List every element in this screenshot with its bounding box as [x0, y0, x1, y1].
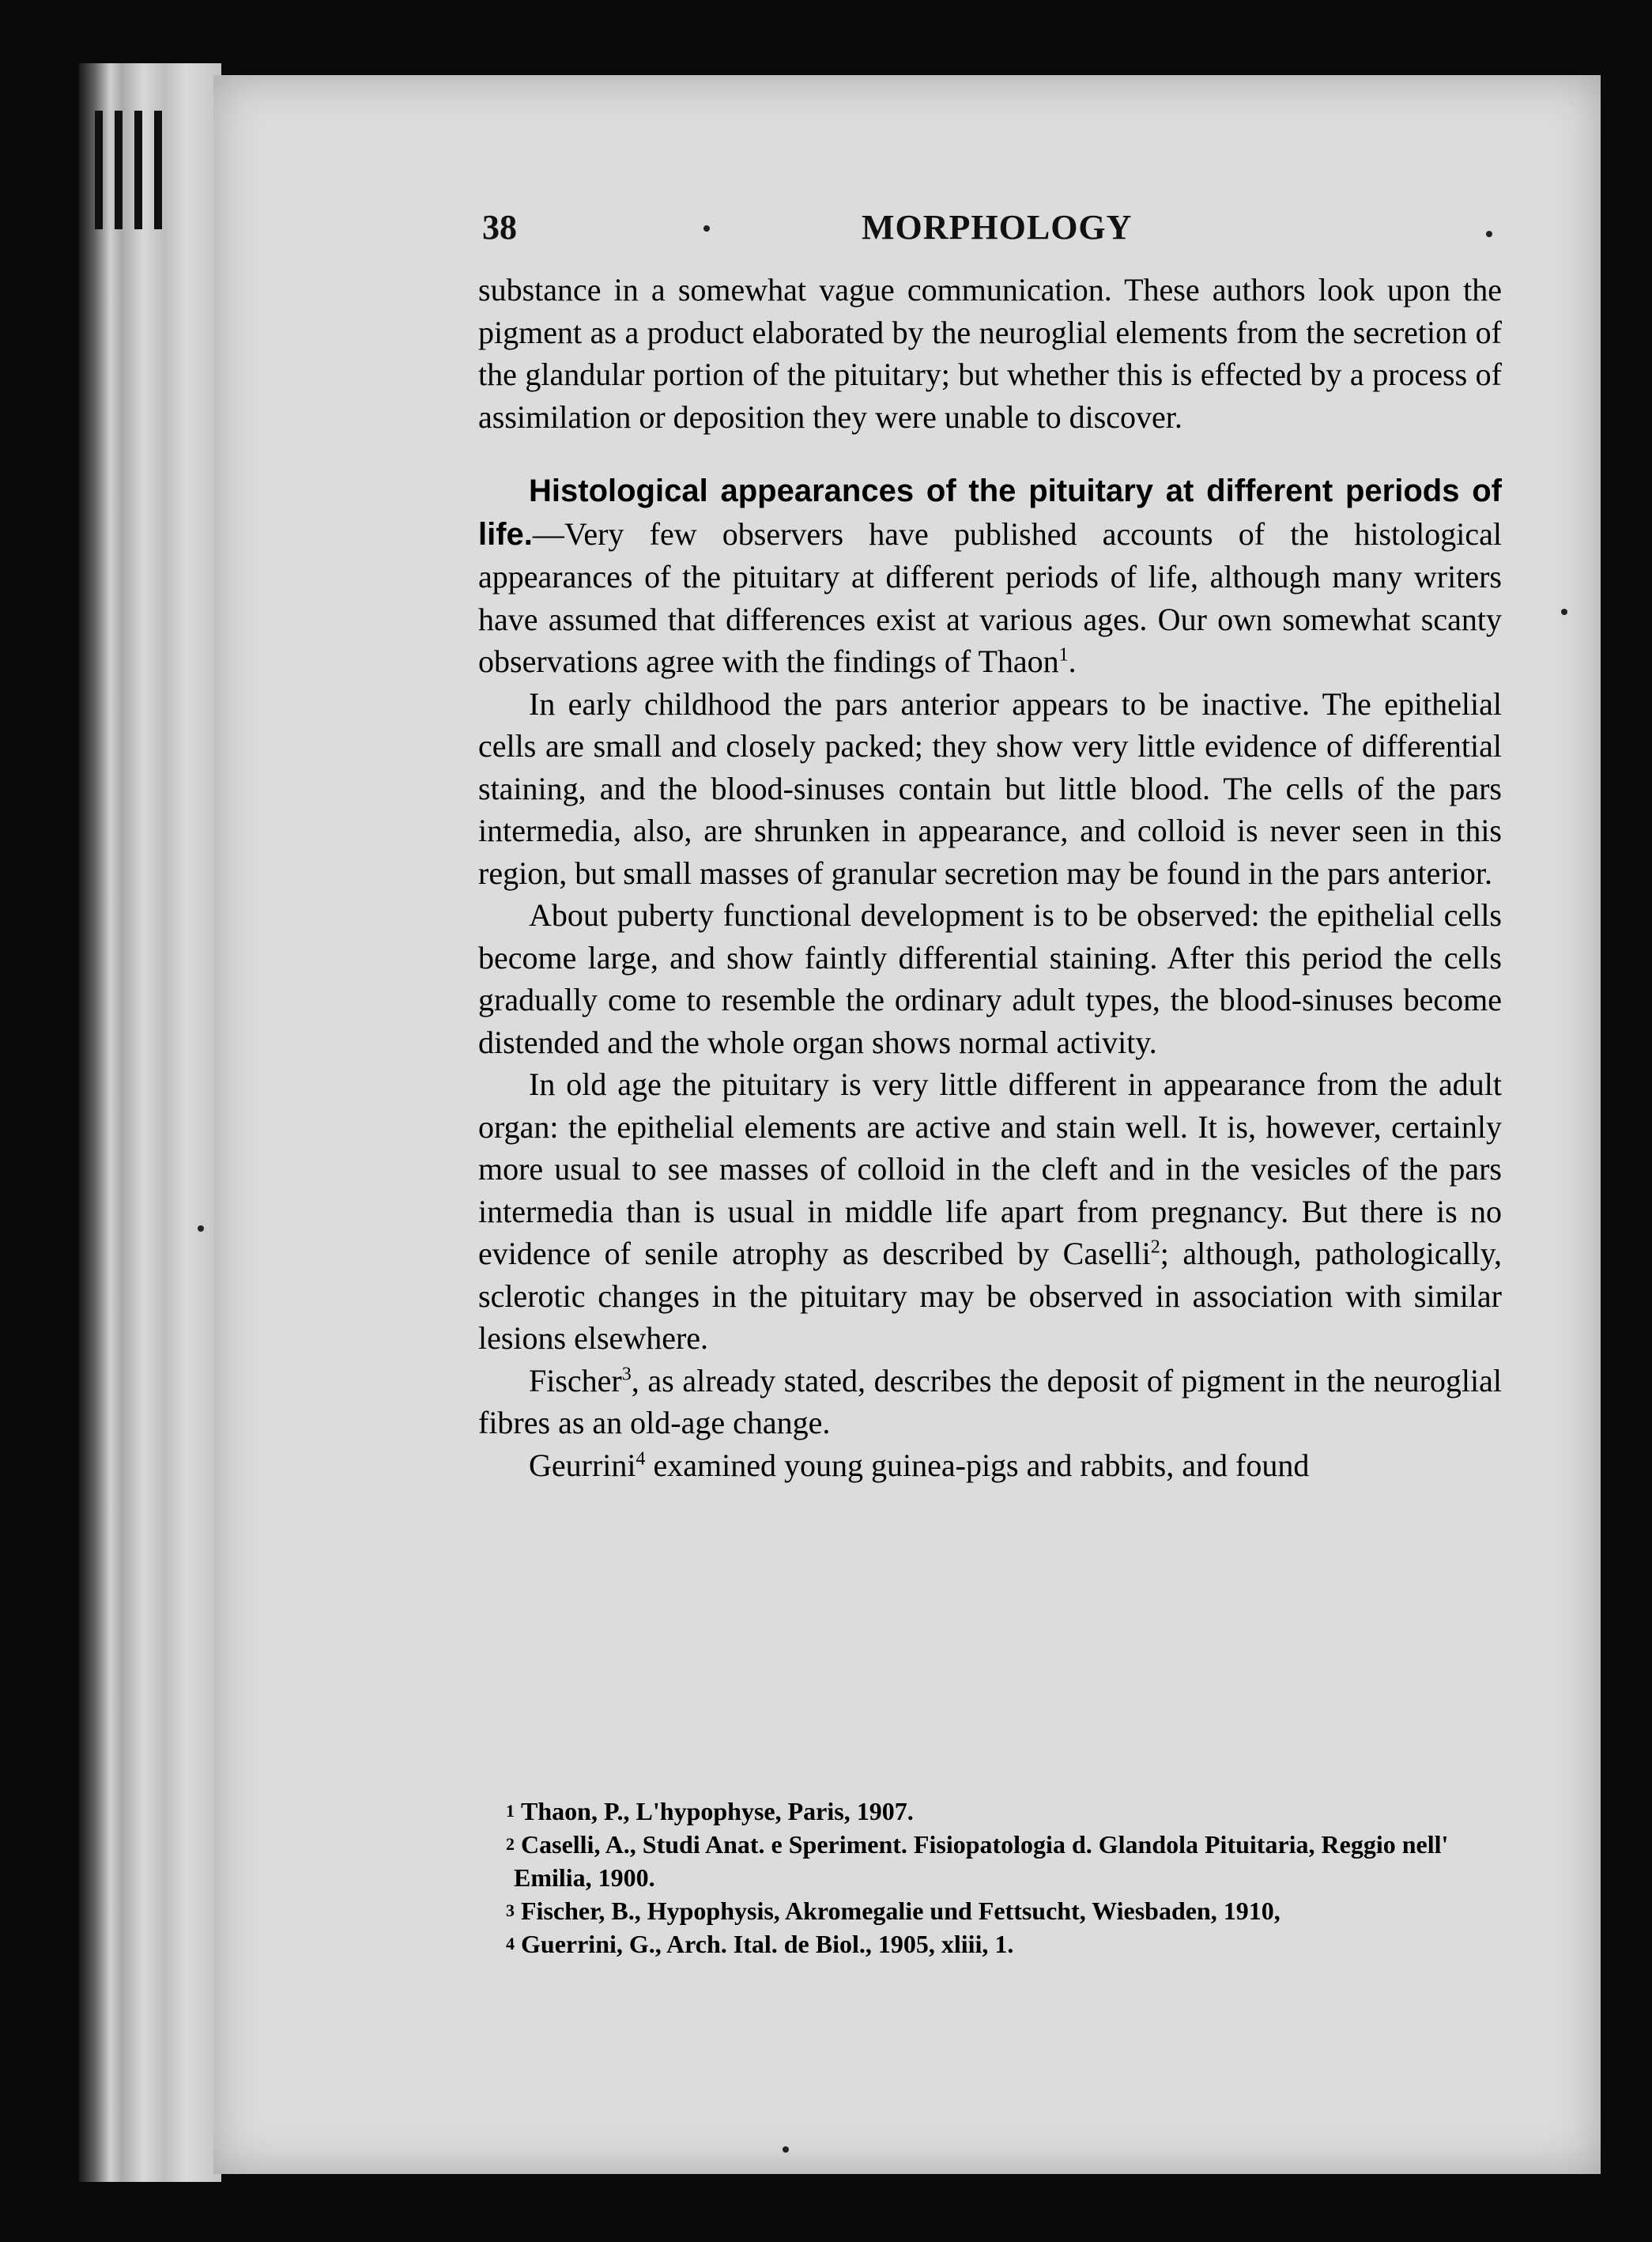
- footnote-3: [470, 1894, 1506, 1927]
- paragraph-3: In early childhood the pars anterior appears to be inactive. The epithelial cells are small and closely packed; they show very little evidence of differential staining, and the blood-sinuses contain but little blood. The cells of the pars intermedia, also, are shrunken in appearance, and colloid is never seen in this region, but small masses of granular secretion may be found in the pars anterior.: [478, 685, 1502, 891]
- footnote-text: Guerrini, G., Arch. Ital. de Biol., 1905, xliii, 1.: [521, 1930, 1014, 1958]
- page-number: 38: [482, 208, 517, 247]
- speck: [783, 2146, 789, 2153]
- paragraph-4: About puberty functional development is to be observed: the epithelial cells become large, and show faintly differential staining. After this period the cells gradually come to resemble the ordinary adult types, the blood-sinuses become distended and the whole organ shows normal activity.: [478, 897, 1502, 1060]
- footnotes: [470, 1795, 1506, 1961]
- footnote-text: Caselli, A., Studi Anat. e Speriment. Fisiopatologia d. Glandola Pituitaria, Reggio nell' Emilia, 1900.: [514, 1830, 1449, 1892]
- paragraph-7: [478, 1444, 1502, 1487]
- speck: [1561, 609, 1567, 615]
- book-spine-edge: [79, 63, 221, 2182]
- paragraph-6: [478, 1360, 1502, 1444]
- footnote-text: Thaon, P., L'hypophyse, Paris, 1907.: [521, 1797, 914, 1825]
- paragraph-2: [478, 470, 1502, 683]
- paragraph-1: substance in a somewhat vague communication. These authors look upon the pigment as a product elaborated by the neuroglial elements from the secretion of the glandular portion of the pituitary; but whether this is effected by a process of assimilation or deposition they were unable to discover.: [478, 272, 1502, 435]
- footnote-number: 2: [506, 1834, 515, 1854]
- footnote-number: 3: [506, 1900, 515, 1920]
- footnote-ref-3: 3: [621, 1364, 632, 1385]
- footnote-text: Fischer, B., Hypophysis, Akromegalie und Fettsucht, Wiesbaden, 1910,: [521, 1897, 1280, 1925]
- paragraph-2-text: —Very few observers have published accounts of the histological appearances of the pituitary at different periods of life, although many writers have assumed that differences exist at various ages. Our own somewhat scanty observations agree with the findings of Thaon: [478, 515, 1502, 679]
- edge-stripe: [134, 111, 142, 229]
- edge-stripe: [95, 111, 103, 229]
- paragraph-7-text: Geurrini: [529, 1447, 636, 1483]
- footnote-number: 4: [506, 1934, 515, 1953]
- speck: [703, 225, 710, 232]
- speck: [1486, 231, 1492, 237]
- section-heading: Histological appearances of the pituitary at different periods of life.: [478, 474, 1502, 552]
- footnote-4: [470, 1927, 1506, 1961]
- paragraph-5-end: ; although, pathologically, sclerotic changes in the pituitary may be observed in association with similar lesions elsewhere.: [478, 1236, 1502, 1356]
- paragraph-6-end: , as already stated, describes the deposit of pigment in the neuroglial fibres as an old-age change.: [478, 1362, 1502, 1440]
- paragraph-6-text: Fischer: [529, 1362, 622, 1398]
- footnote-2: [470, 1828, 1506, 1894]
- footnote-number: 1: [506, 1801, 515, 1821]
- paragraph-5: [478, 1063, 1502, 1360]
- body-text: [478, 269, 1502, 1486]
- footnote-ref-2: 2: [1150, 1236, 1160, 1258]
- edge-stripe: [154, 111, 162, 229]
- running-title: MORPHOLOGY: [862, 208, 1133, 247]
- paragraph-2-end: .: [1068, 644, 1077, 679]
- footnote-ref-1: 1: [1058, 644, 1069, 666]
- paragraph-7-end: examined young guinea-pigs and rabbits, and found: [645, 1447, 1310, 1483]
- edge-stripe: [115, 111, 123, 229]
- speck: [198, 1225, 204, 1232]
- footnote-ref-4: 4: [636, 1448, 646, 1470]
- footnote-1: [470, 1795, 1506, 1828]
- paragraph-5-text: In old age the pituitary is very little different in appearance from the adult organ: the epithelial elements are active and stain well. It is, however, certainly more usual to see masses of colloid in the cleft and in the vesicles of the pars intermedia than is usual in middle life apart from pregnancy. But there is no evidence of senile atrophy as described by Caselli: [478, 1066, 1502, 1271]
